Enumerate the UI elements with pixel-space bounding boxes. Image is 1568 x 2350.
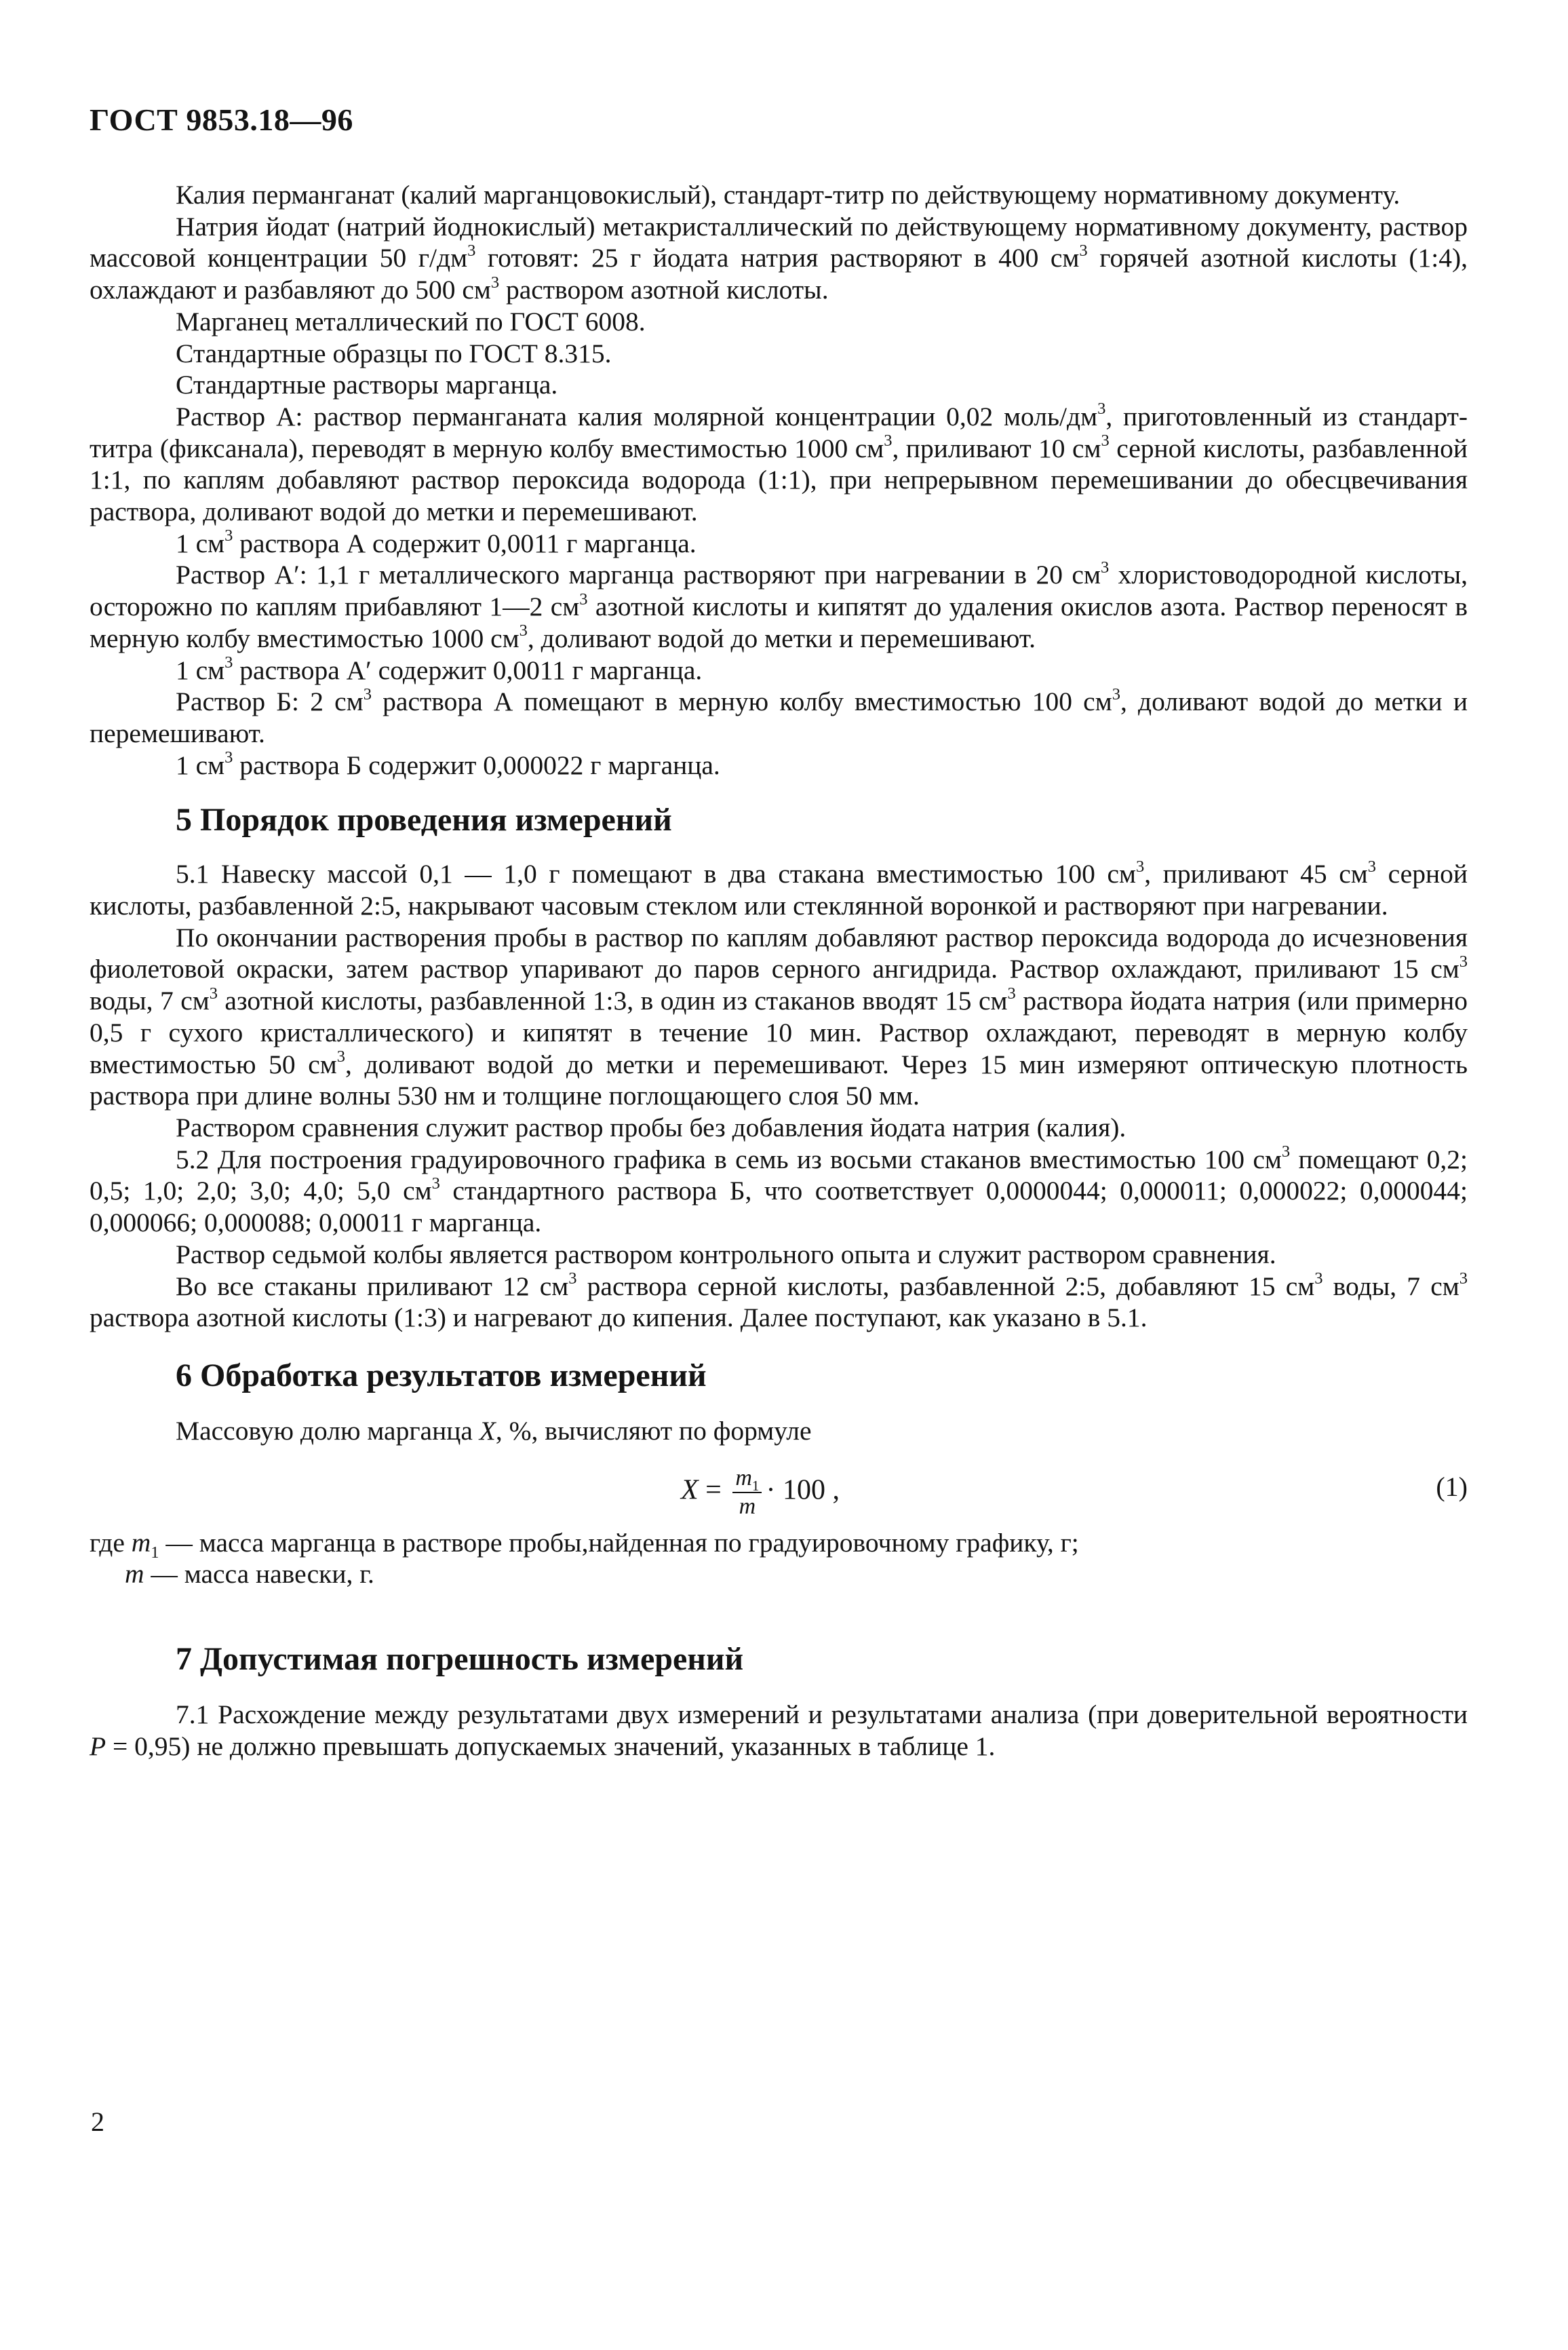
section-5-paragraph-6: Во все стаканы приливают 12 $см^3$ раствора серной кислоты, разбавленной 2:5, добавляют 15 $см^3$ воды, 7 $см^3$ раствора азотной кислоты (1:3) и нагревают до кипения. Далее поступают, как указано в 5.1.	[90, 1269, 1468, 1333]
section-5-paragraph-3: Раствором сравнения служит раствор пробы без добавления йодата натрия (калия).	[176, 1112, 1126, 1142]
section-5-paragraph-5: Раствор седьмой колбы является раствором контрольного опыта и служит раствором сравнения.	[176, 1239, 1276, 1269]
section-7-paragraph: 7.1 Расхождение между результатами двух измерений и результатами анализа (при доверительной вероятности P = 0,95) не должно превышать допускаемых значений, указанных в таблице 1.	[90, 1699, 1468, 1761]
reagent-paragraph-6: Раствор А: раствор перманганата калия молярной концентрации 0,02 моль/$дм^3$, приготовленный из стандарт-титра (фиксанала), переводят в мерную колбу вместимостью 1000 $см^3$, приливают 10 $см^3$ серной кислоты, разбавленной 1:1, по каплям добавляют раствор пероксида водорода (1:1), при непрерывном перемешивании до обесцвечивания раствора, доливают водой до метки и перемешивают.	[90, 400, 1468, 527]
formula-1	[90, 1447, 1468, 1527]
formula-legend-m1: где $m_1$ — масса марганца в растворе пробы,найденная по градуировочному графику, г;	[90, 1527, 1079, 1562]
reagent-paragraph-1: Калия перманганат (калий марганцовокислый), стандарт-титр по действующему нормативному документу.	[176, 180, 1400, 210]
section-5-heading: 5 Порядок проведения измерений	[176, 802, 672, 839]
reagent-paragraph-5: Стандартные растворы марганца.	[176, 370, 558, 400]
reagent-paragraph-8: Раствор А′: 1,1 г металлического марганца растворяют при нагревании в 20 $см^3$ хлористоводородной кислоты, осторожно по каплям прибавляют 1—2 $см^3$ азотной кислоты и кипятят до удаления окислов азота. Раствор переносят в мерную колбу вместимостью 1000 $см^3$, доливают водой до метки и перемешивают.	[90, 558, 1468, 653]
formula-number: (1)	[1436, 1471, 1468, 1502]
reagent-paragraph-3: Марганец металлический по ГОСТ 6008.	[176, 306, 646, 336]
document-header: ГОСТ 9853.18—96	[90, 102, 353, 137]
section-6-heading: 6 Обработка результатов измерений	[176, 1357, 707, 1393]
formula-expression: X = $\frac{m_1}{m}$ · 100 ,	[681, 1465, 840, 1519]
reagent-paragraph-9: 1 $см^3$ раствора А′ содержит 0,0011 г марганца.	[176, 653, 703, 685]
formula-intro: Массовую долю марганца X, %, вычисляют по формуле	[176, 1415, 812, 1446]
reagent-paragraph-4: Стандартные образцы по ГОСТ 8.315.	[176, 338, 612, 368]
section-5-paragraph-1: 5.1 Навеску массой 0,1 — 1,0 г помещают в два стакана вместимостью 100 $см^3$, приливают 45 $см^3$ серной кислоты, разбавленной 2:5, накрывают часовым стеклом или стеклянной воронкой и растворяют при нагревании.	[90, 857, 1468, 921]
section-5-paragraph-4: 5.2 Для построения градуировочного графика в семь из восьми стаканов вместимостью 100 $см^3$ помещают 0,2; 0,5; 1,0; 2,0; 3,0; 4,0; 5,0 $см^3$ стандартного раствора Б, что соответствует 0,0000044; 0,000011; 0,000022; 0,000044; 0,000066; 0,000088; 0,00011 г марганца.	[90, 1142, 1468, 1238]
reagents-list	[90, 179, 1468, 781]
reagent-paragraph-11: 1 $см^3$ раствора Б содержит 0,000022 г марганца.	[176, 748, 720, 780]
formula-fraction: $\frac{m_1}{m}$	[732, 1465, 762, 1520]
section-5-paragraph-2: По окончании растворения пробы в раствор по каплям добавляют раствор пероксида водорода до исчезновения фиолетовой окраски, затем раствор упаривают до паров серного ангидрида. Раствор охлаждают, приливают 15 $см^3$ воды, 7 $см^3$ азотной кислоты, разбавленной 1:3, в один из стаканов вводят 15 $см^3$ раствора йодата натрия (или примерно 0,5 г сухого кристаллического) и кипятят в течение 10 мин. Раствор охлаждают, переводят в мерную колбу вместимостью 50 $см^3$, доливают водой до метки и перемешивают. Через 15 мин измеряют оптическую плотность раствора при длине волны 530 нм и толщине поглощающего слоя 50 мм.	[90, 922, 1468, 1111]
section-7-heading: 7 Допустимая погрешность измерений	[176, 1641, 744, 1678]
reagent-paragraph-2: Натрия йодат (натрий йоднокислый) метакристаллический по действующему нормативному документу, раствор массовой концентрации 50 $г/дм^3$ готовят: 25 г йодата натрия растворяют в 400 $см^3$ горячей азотной кислоты (1:4), охлаждают и разбавляют до 500 $см^3$ раствором азотной кислоты.	[90, 211, 1468, 305]
reagent-paragraph-7: 1 $см^3$ раствора А содержит 0,0011 г марганца.	[176, 526, 697, 558]
page-number: 2	[91, 2106, 104, 2137]
reagent-paragraph-10: Раствор Б: 2 $см^3$ раствора А помещают в мерную колбу вместимостью 100 $см^3$, доливают водой до метки и перемешивают.	[90, 685, 1468, 748]
section-5-body	[90, 858, 1468, 1334]
formula-legend-m: m — масса навески, г.	[125, 1559, 374, 1590]
document-body	[90, 179, 1468, 1762]
